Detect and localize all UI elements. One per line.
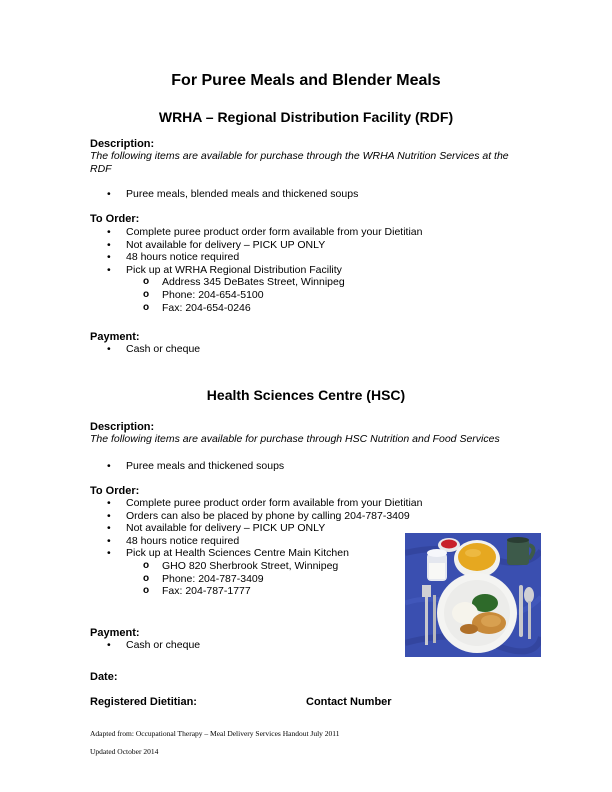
page-title: For Puree Meals and Blender Meals: [171, 72, 441, 89]
rdf-description-label: Description:: [90, 138, 155, 150]
list-item: • Orders can also be placed by phone by calling 204-787-3409: [90, 510, 422, 523]
rdf-order-label: To Order:: [90, 213, 140, 225]
rdf-items-list: [90, 188, 358, 201]
sub-list-item: o GHO 820 Sherbrook Street, Winnipeg: [90, 560, 422, 573]
sub-list-item: o Fax: 204-654-0246: [90, 302, 422, 315]
hsc-heading: Health Sciences Centre (HSC): [206, 387, 406, 403]
rdf-payment-list: [90, 343, 200, 356]
hsc-items-list: [90, 460, 284, 473]
list-item: • Cash or cheque: [90, 639, 200, 652]
hsc-order-label: To Order:: [90, 485, 140, 497]
sub-list-item: o Address 345 DeBates Street, Winnipeg: [90, 276, 422, 289]
list-item: • Cash or cheque: [90, 343, 200, 356]
list-item: • Not available for delivery – PICK UP ONLY: [90, 239, 422, 252]
list-item: • Complete puree product order form available from your Dietitian: [90, 226, 422, 239]
sub-list-item: o Phone: 204-654-5100: [90, 289, 422, 302]
list-item: • 48 hours notice required: [90, 535, 422, 548]
list-item: • Pick up at Health Sciences Centre Main Kitchen: [90, 547, 422, 560]
hsc-order-list: [90, 497, 422, 598]
rdf-heading: WRHA – Regional Distribution Facility (RDF): [158, 109, 454, 125]
rdf-description-text: The following items are available for purchase through the WRHA Nutrition Services at the RDF: [90, 150, 509, 175]
footer-adapted: Adapted from: Occupational Therapy – Meal Delivery Services Handout July 2011: [90, 729, 340, 738]
list-item: • Pick up at WRHA Regional Distribution Facility: [90, 264, 422, 277]
sub-list-item: o Fax: 204-787-1777: [90, 585, 422, 598]
sub-list-item: o Phone: 204-787-3409: [90, 573, 422, 586]
hsc-payment-label: Payment:: [90, 627, 140, 639]
rdf-order-list: [90, 226, 422, 314]
list-item: • Puree meals and thickened soups: [90, 460, 284, 473]
footer-updated: Updated October 2014: [90, 747, 159, 756]
list-item: • Puree meals, blended meals and thickened soups: [90, 188, 358, 201]
list-item: • Complete puree product order form available from your Dietitian: [90, 497, 422, 510]
hsc-payment-list: [90, 639, 200, 652]
list-item: • 48 hours notice required: [90, 251, 422, 264]
dietitian-label: Registered Dietitian:: [90, 696, 197, 708]
rdf-payment-label: Payment:: [90, 331, 140, 343]
hsc-description-text: The following items are available for purchase through HSC Nutrition and Food Services: [90, 433, 500, 445]
meal-photo: [405, 533, 541, 657]
date-label: Date:: [90, 671, 118, 683]
contact-number-label: Contact Number: [306, 696, 392, 708]
hsc-description-label: Description:: [90, 421, 155, 433]
list-item: • Not available for delivery – PICK UP ONLY: [90, 522, 422, 535]
